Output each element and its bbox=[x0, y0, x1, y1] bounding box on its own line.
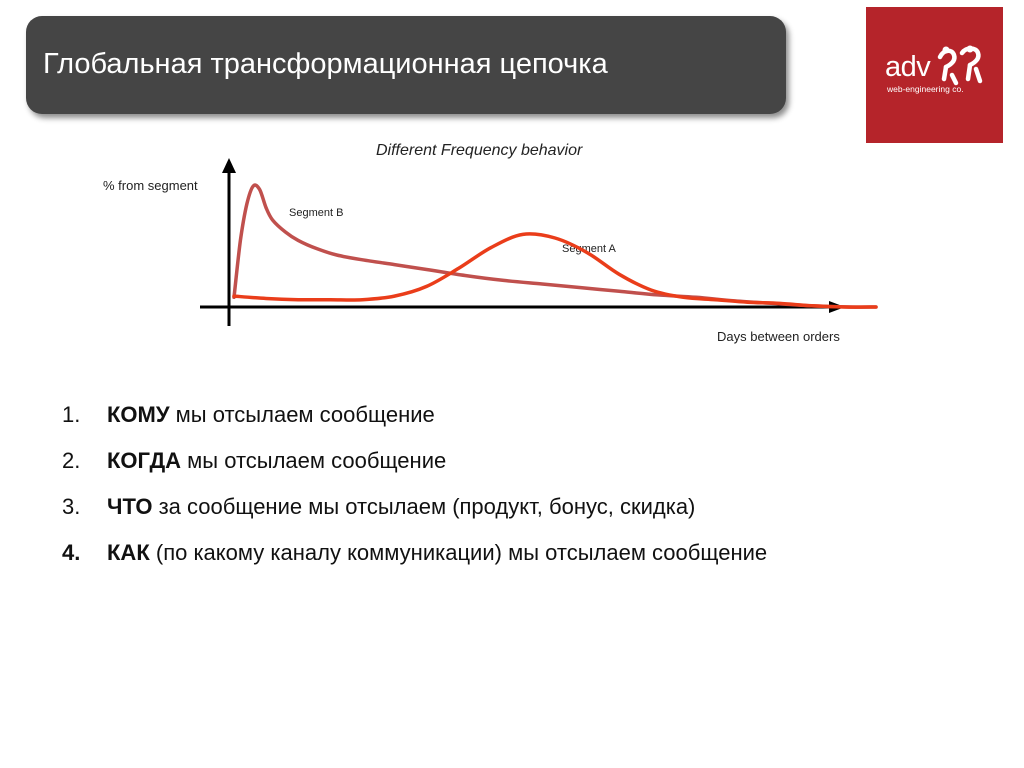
list-rest: за сообщение мы отсылаем (продукт, бонус, скидка) bbox=[152, 494, 696, 519]
chart-plot-area bbox=[234, 185, 876, 307]
slide-title: Глобальная трансформационная цепочка bbox=[43, 48, 608, 80]
chart-title: Different Frequency behavior bbox=[376, 142, 583, 159]
list-text bbox=[107, 538, 767, 568]
series-line-segment-a bbox=[234, 234, 876, 307]
list-rest: мы отсылаем сообщение bbox=[181, 448, 447, 473]
list-number: 3. bbox=[62, 494, 81, 519]
list-text bbox=[107, 446, 446, 476]
logo-tagline: web-engineering co. bbox=[887, 84, 964, 94]
list-keyword: КОМУ bbox=[107, 402, 170, 427]
list-keyword: КОГДА bbox=[107, 448, 182, 473]
list-keyword: ЧТО bbox=[107, 494, 153, 519]
logo-word: adv bbox=[885, 51, 931, 83]
y-axis-arrow bbox=[222, 158, 236, 173]
list-rest: (по какому каналу коммуникации) мы отсылаем сообщение bbox=[149, 540, 768, 565]
list-text bbox=[107, 492, 695, 522]
y-axis-label: % from segment bbox=[103, 178, 198, 193]
list-number: 4. bbox=[62, 540, 81, 565]
list-keyword: КАК bbox=[107, 540, 150, 565]
x-axis-label: Days between orders bbox=[717, 329, 840, 344]
list-number: 2. bbox=[62, 448, 81, 473]
list-rest: мы отсылаем сообщение bbox=[169, 402, 435, 427]
series-label-segment-a: Segment A bbox=[562, 243, 616, 255]
list-number: 1. bbox=[62, 402, 81, 427]
series-label-segment-b: Segment B bbox=[289, 207, 344, 219]
list-text bbox=[107, 400, 435, 430]
series-line-segment-b bbox=[234, 185, 876, 307]
